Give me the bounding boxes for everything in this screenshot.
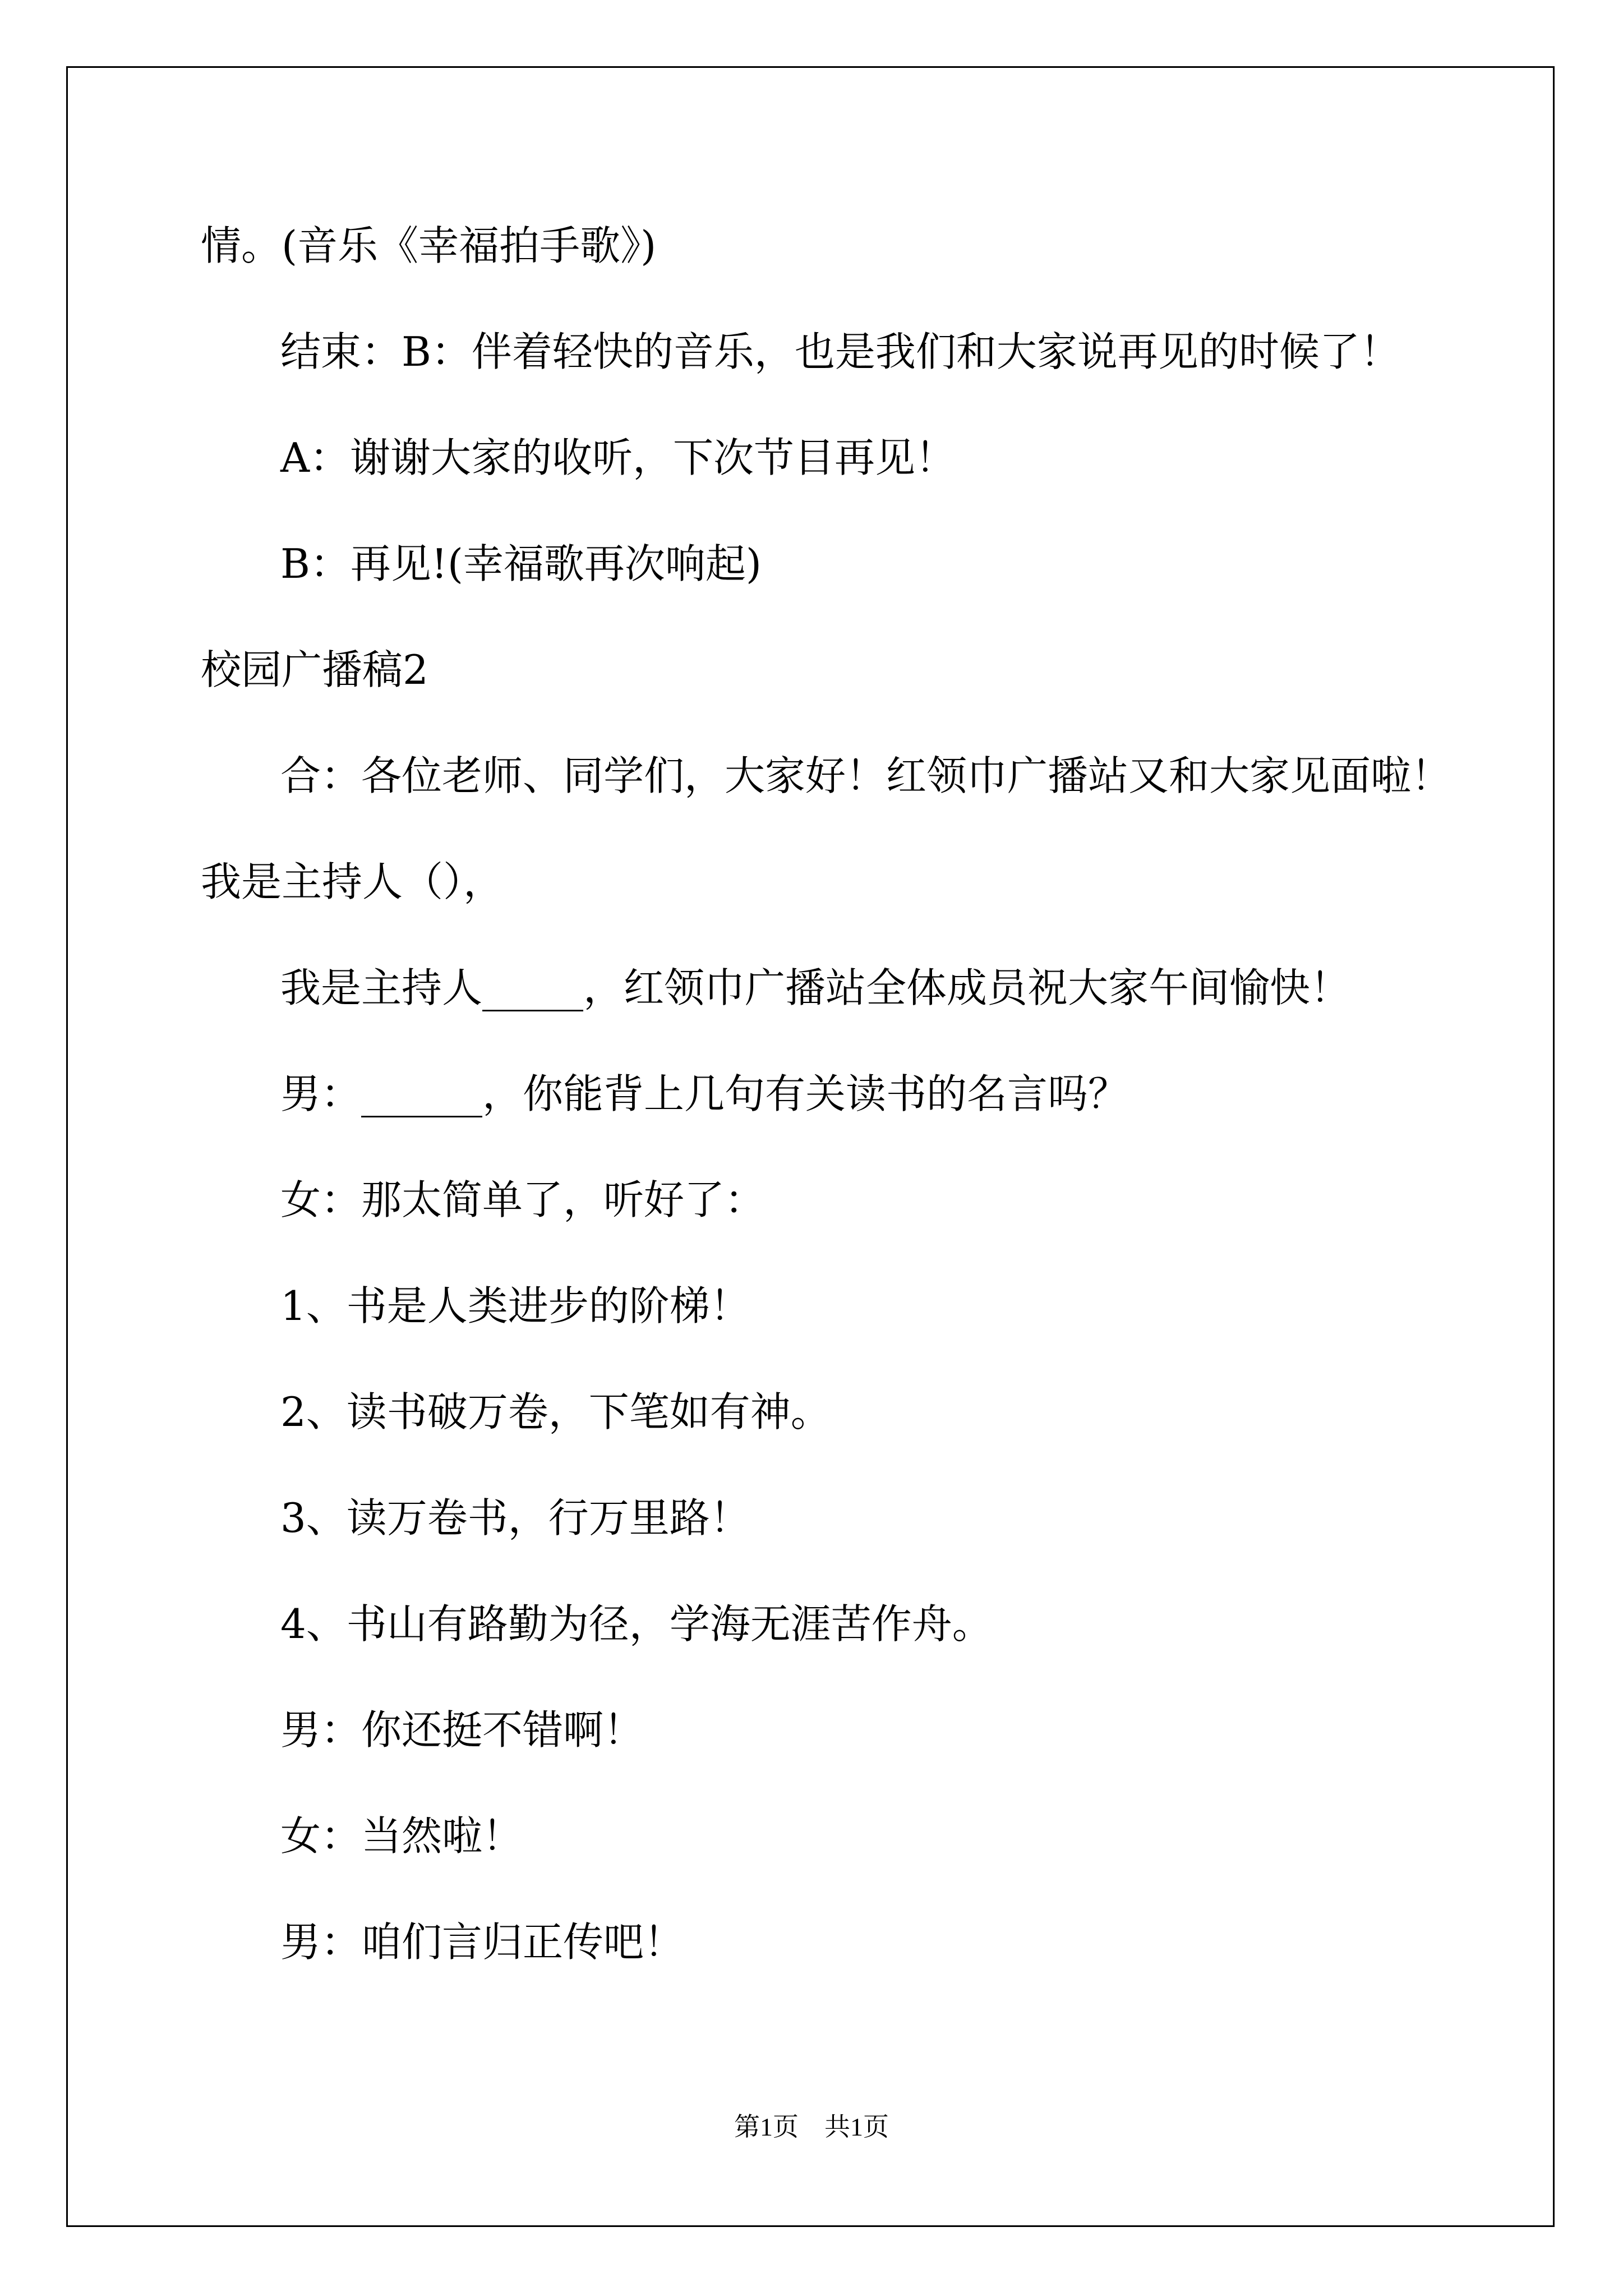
text-line-b-goodbye: B：再见!(幸福歌再次响起) — [280, 540, 762, 587]
text-line-host-intro: 我是主持人（）， — [201, 858, 504, 905]
section-heading: 校园广播稿2 — [201, 646, 428, 693]
text-line-female-answer: 女：那太简单了，听好了： — [280, 1176, 766, 1223]
text-line-host-wishes: 我是主持人_____，红领巾广播站全体成员祝大家午间愉快！ — [280, 964, 1351, 1011]
quote-item-1: 1、书是人类进步的阶梯！ — [280, 1282, 750, 1329]
quote-item-3: 3、读万卷书，行万里路！ — [280, 1494, 750, 1542]
quote-item-4: 4、书山有路勤为径，学海无涯苦作舟。 — [280, 1600, 993, 1648]
text-line-male-question: 男：______，你能背上几句有关读书的名言吗？ — [280, 1070, 1129, 1117]
text-line-female-reply: 女：当然啦！ — [280, 1812, 523, 1860]
text-line-male-praise: 男：你还挺不错啊！ — [280, 1706, 644, 1754]
text-line-greeting: 合：各位老师、同学们，大家好！红领巾广播站又和大家见面啦！ — [280, 752, 1452, 799]
page-border — [66, 66, 1555, 2227]
text-line-ending: 结束：B：伴着轻快的音乐，也是我们和大家说再见的时候了！ — [280, 328, 1400, 375]
text-line-male-transition: 男：咱们言归正传吧！ — [280, 1918, 685, 1966]
text-line-a-thanks: A：谢谢大家的收听，下次节目再见！ — [280, 434, 956, 481]
page-number-footer: 第1页 共1页 — [734, 2113, 889, 2141]
text-line-continuation: 情。(音乐《幸福拍手歌》) — [201, 222, 657, 269]
quote-item-2: 2、读书破万卷，下笔如有神。 — [280, 1388, 831, 1435]
